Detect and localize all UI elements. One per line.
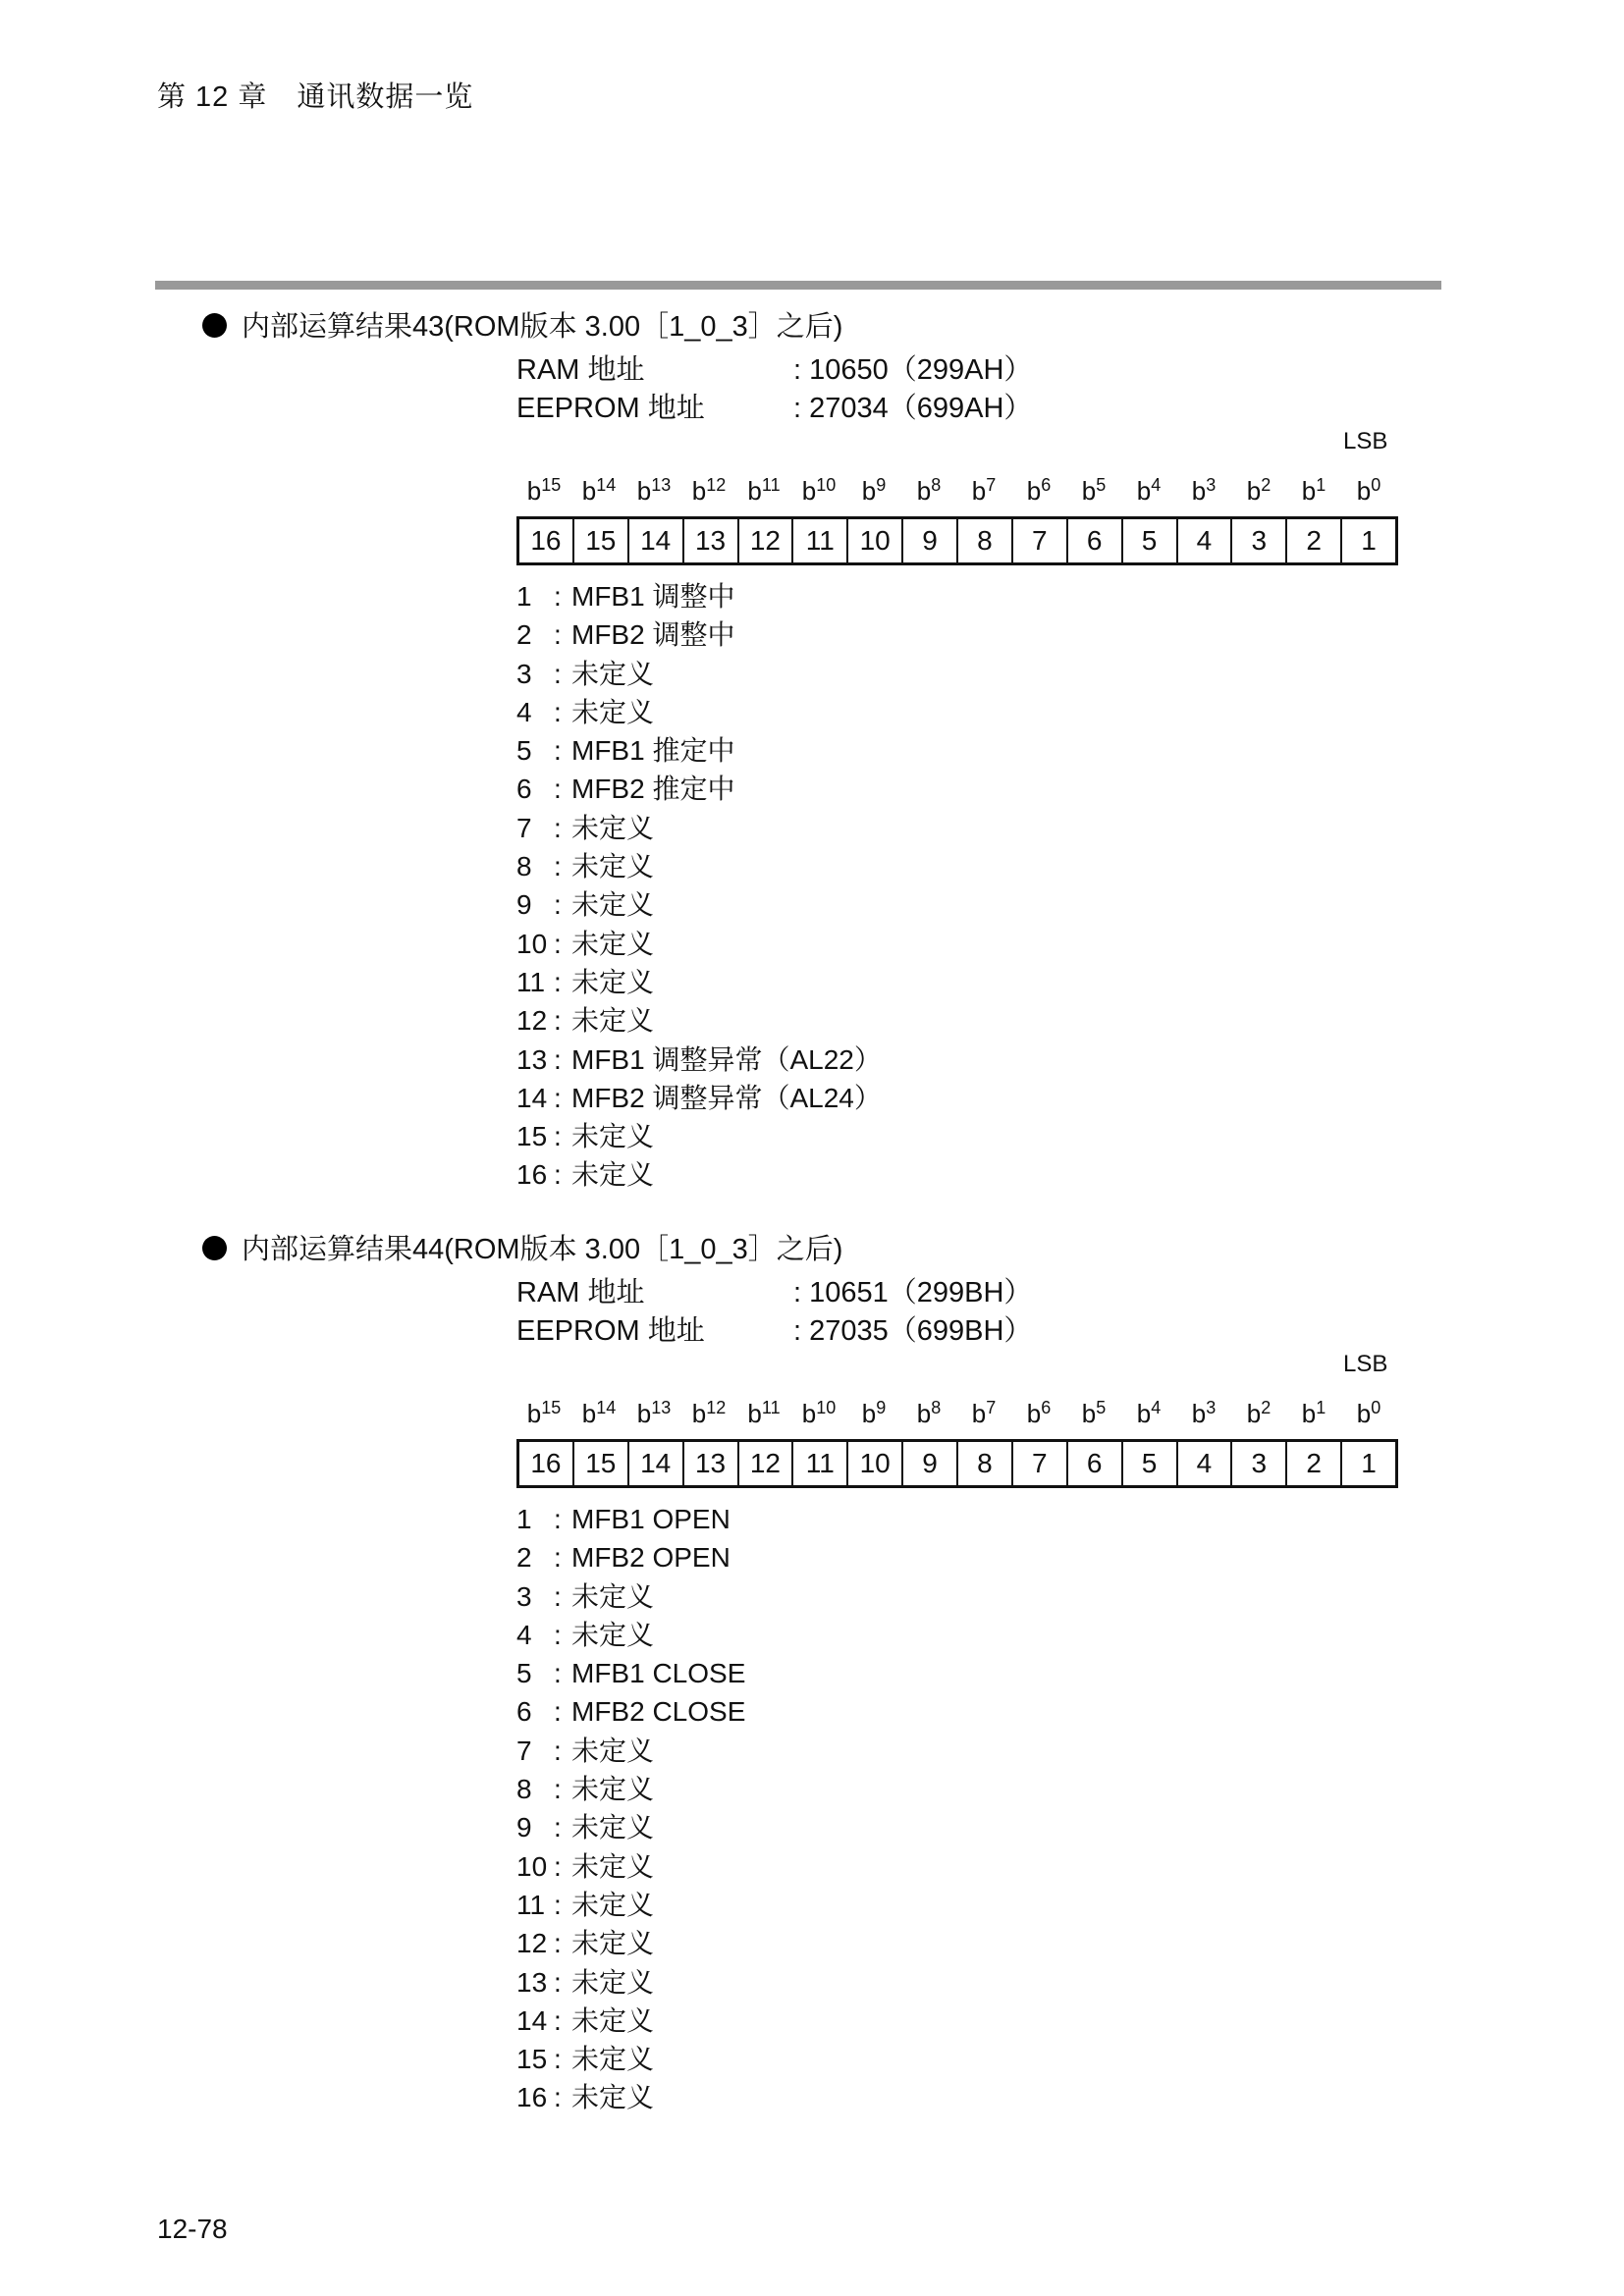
bit-index: 13 [651,1398,672,1417]
bit-separator: : [554,2044,562,2075]
bit-index: 5 [1096,1398,1107,1417]
bit-description-item [516,1847,745,1886]
register-cell: 8 [956,519,1011,562]
bit-index: 4 [1151,475,1162,495]
bit-index: 4 [1151,1398,1162,1417]
bit-prefix: b [636,476,652,506]
register-cell: 4 [1176,519,1231,562]
bit-description: 未定义 [571,1159,655,1191]
bit-number: 3 [516,1580,532,1612]
bit-prefix: b [971,476,987,506]
bit-description-item [516,1963,745,2002]
bit-description-item [516,885,882,924]
bit-description: MFB2 CLOSE [571,1696,746,1728]
ram-address-value: : 10651（299BH） [793,1277,1033,1308]
register-cell: 10 [846,1442,901,1485]
bit-separator: : [554,774,562,805]
register-cell: 2 [1285,1442,1340,1485]
bit-number: 7 [516,812,532,843]
bit-prefix: b [526,1399,542,1428]
bit-prefix: b [916,476,932,506]
bit-description: 未定义 [571,851,655,882]
bit-index: 5 [1096,475,1107,495]
bit-label [791,475,846,507]
bit-description: MFB1 CLOSE [571,1658,746,1689]
ram-address [516,347,1033,388]
register-cell: 2 [1285,519,1340,562]
bit-prefix: b [1026,1399,1042,1428]
bit-description-item [516,1155,882,1194]
bit-description: 未定义 [571,1928,655,1959]
bit-index: 10 [816,1398,837,1417]
bit-number: 14 [516,1082,548,1113]
bit-number: 7 [516,1735,532,1766]
bit-index: 7 [986,1398,997,1417]
register-cell: 7 [1011,1442,1066,1485]
section-title [202,1227,842,1267]
register-cell: 16 [530,1448,562,1478]
bit-separator: : [554,1005,562,1037]
bit-prefix: b [691,476,707,506]
bit-index: 6 [1041,1398,1052,1417]
bit-label [1066,1398,1121,1429]
bit-prefix: b [581,1399,597,1428]
register-cell: 14 [627,519,682,562]
bit-number: 1 [516,1504,532,1534]
bit-prefix: b [747,476,762,506]
register-cell: 6 [1066,519,1121,562]
bit-separator: : [554,1580,562,1612]
bit-index: 0 [1371,1398,1381,1417]
bit-number: 16 [516,1159,548,1191]
bit-separator: : [554,1043,562,1075]
bit-separator: : [554,1542,562,1574]
bit-label [516,1398,571,1429]
bit-description-list [516,577,882,1195]
bit-index: 1 [1316,1398,1326,1417]
bit-number: 1 [516,581,532,612]
bit-index: 13 [651,475,672,495]
register-cell: 9 [901,519,956,562]
bit-description-item [516,615,882,654]
bit-number: 6 [516,774,532,805]
bit-label [681,1398,736,1429]
bit-label [901,1398,956,1429]
bit-label [571,475,626,507]
bit-description-item [516,693,882,731]
bit-prefix: b [971,1399,987,1428]
bit-label [1176,475,1231,507]
bit-description-item [516,847,882,885]
bit-description: 未定义 [571,1005,655,1037]
register-cell: 1 [1340,519,1395,562]
bit-separator: : [554,1658,562,1689]
bit-description: MFB1 调整中 [571,581,735,612]
bit-number: 2 [516,1542,532,1574]
lsb-label: LSB [1343,428,1388,454]
bit-description: 未定义 [571,966,655,997]
bit-prefix: b [801,1399,817,1428]
bit-description: 未定义 [571,1580,655,1612]
bit-description: 未定义 [571,812,655,843]
bit-label [1286,1398,1341,1429]
bit-label [901,475,956,507]
bit-description: 未定义 [571,1812,655,1843]
bit-number: 10 [516,928,548,959]
bit-separator: : [554,928,562,959]
bit-index: 0 [1371,475,1381,495]
bit-prefix: b [1191,1399,1207,1428]
bit-description: MFB1 调整异常（AL22） [571,1043,882,1075]
bit-number: 8 [516,851,532,882]
bit-separator: : [554,2082,562,2113]
bit-label [516,475,571,507]
bit-number: 4 [516,1619,532,1650]
bit-index: 14 [596,1398,617,1417]
bit-separator: : [554,1889,562,1920]
register-cell: 5 [1121,1442,1176,1485]
register-cell: 5 [1121,519,1176,562]
bit-prefix: b [861,1399,877,1428]
bit-label [1286,475,1341,507]
bit-label [736,1398,791,1429]
bit-separator: : [554,1928,562,1959]
bit-number: 15 [516,1121,548,1152]
bit-description-item [516,1924,745,1962]
bit-label [571,1398,626,1429]
register-cell: 4 [1176,1442,1231,1485]
eeprom-address-label: EEPROM 地址 [516,393,705,424]
bit-label [1066,475,1121,507]
bit-prefix: b [1356,1399,1372,1428]
bit-number: 11 [516,966,546,997]
bit-prefix: b [1136,476,1152,506]
register-cell: 11 [791,1442,846,1485]
bit-number: 4 [516,696,532,727]
register-cell: 15 [572,1442,627,1485]
eeprom-address [516,386,1033,426]
register-cell: 13 [682,519,737,562]
bit-prefix: b [1356,476,1372,506]
eeprom-address [516,1308,1033,1349]
bit-description: 未定义 [571,1735,655,1766]
bit-index: 2 [1261,1398,1272,1417]
bit-label [1121,475,1176,507]
bit-separator: : [554,1850,562,1882]
bit-separator: : [554,1159,562,1191]
bit-separator: : [554,1619,562,1650]
bit-description: 未定义 [571,658,655,689]
bit-index: 8 [931,1398,942,1417]
bit-prefix: b [1301,1399,1317,1428]
section-title [202,304,842,345]
bit-index: 9 [876,475,887,495]
bit-label [1341,475,1396,507]
bit-number: 13 [516,1043,548,1075]
bit-labels-row [516,475,1396,507]
bit-description: 未定义 [571,928,655,959]
bit-description: MFB1 推定中 [571,735,735,767]
bit-prefix: b [801,476,817,506]
eeprom-address-label: EEPROM 地址 [516,1315,705,1347]
bit-number: 14 [516,2004,548,2036]
bit-separator: : [554,966,562,997]
register-cell: 8 [956,1442,1011,1485]
bit-description-item [516,1577,745,1616]
ram-address [516,1270,1033,1310]
bit-label [791,1398,846,1429]
bit-prefix: b [1191,476,1207,506]
bit-description-item [516,925,882,963]
bit-prefix: b [1246,1399,1262,1428]
ram-address-label: RAM 地址 [516,1277,645,1308]
bit-description-item [516,577,882,615]
bit-description-item [516,2078,745,2116]
register-cell: 13 [682,1442,737,1485]
bit-label [1231,1398,1286,1429]
bit-number: 9 [516,889,532,921]
bit-prefix: b [526,476,542,506]
bit-number: 10 [516,1850,548,1882]
bit-label [1011,475,1066,507]
register-cell: 10 [846,519,901,562]
bit-description: 未定义 [571,2004,655,2036]
section-title-text: 内部运算结果44(ROM版本 3.00［1_0_3］之后) [242,1234,843,1265]
bit-number: 11 [516,1889,546,1920]
bit-description: 未定义 [571,2082,655,2113]
bit-number: 12 [516,1928,548,1959]
bit-label [956,1398,1011,1429]
bit-label [1011,1398,1066,1429]
bit-label [1176,1398,1231,1429]
bit-number: 6 [516,1696,532,1728]
bit-description: 未定义 [571,1619,655,1650]
bit-prefix: b [1136,1399,1152,1428]
bit-description-item [516,731,882,770]
bit-prefix: b [861,476,877,506]
bit-separator: : [554,1504,562,1534]
bit-separator: : [554,2004,562,2036]
register-cell: 7 [1011,519,1066,562]
bit-description-item [516,963,882,1001]
register-cells [516,516,1398,565]
bit-description: 未定义 [571,1774,655,1805]
bullet-icon [202,1236,227,1260]
page-number: 12-78 [157,2214,228,2244]
bit-label [1341,1398,1396,1429]
bit-description-item [516,2040,745,2078]
bit-label [626,1398,681,1429]
chapter-header: 第 12 章 通讯数据一览 [157,81,474,113]
bit-index: 15 [541,1398,562,1417]
bit-label [626,475,681,507]
bit-separator: : [554,1735,562,1766]
bit-description-item [516,655,882,693]
register-cell: 3 [1230,1442,1285,1485]
lsb-label: LSB [1343,1351,1388,1377]
ram-address-value: : 10650（299AH） [793,354,1033,386]
bit-prefix: b [1301,476,1317,506]
bit-index: 3 [1206,1398,1217,1417]
bit-description-item [516,1001,882,1040]
bit-index: 14 [596,475,617,495]
header-rule [155,281,1441,290]
bit-separator: : [554,1121,562,1152]
bit-index: 12 [706,1398,727,1417]
bit-description-item [516,1654,745,1692]
bit-description-item [516,1732,745,1770]
bit-description: 未定义 [571,1966,655,1998]
bit-number: 2 [516,619,532,651]
bit-index: 6 [1041,475,1052,495]
bit-separator: : [554,1966,562,1998]
bit-number: 3 [516,658,532,689]
bit-prefix: b [636,1399,652,1428]
register-cell: 12 [737,1442,792,1485]
bit-label [736,475,791,507]
bit-description-item [516,809,882,847]
bit-separator: : [554,1774,562,1805]
register-cell: 12 [737,519,792,562]
register-cell: 15 [572,519,627,562]
bit-number: 5 [516,1658,532,1689]
bit-description: MFB2 调整中 [571,619,735,651]
bit-index: 1 [1316,475,1326,495]
bit-description: 未定义 [571,1889,655,1920]
bit-description-item [516,1538,745,1576]
bit-prefix: b [1081,1399,1097,1428]
bit-index: 11 [761,475,781,495]
bit-separator: : [554,812,562,843]
bit-description-item [516,770,882,808]
bit-description: 未定义 [571,1850,655,1882]
bit-label [846,475,901,507]
ram-address-label: RAM 地址 [516,354,645,386]
bit-description-item [516,1616,745,1654]
bit-number: 12 [516,1005,548,1037]
bit-description-item [516,2002,745,2040]
bit-description-item [516,1770,745,1808]
bit-label [1121,1398,1176,1429]
bit-label [1231,475,1286,507]
bit-separator: : [554,889,562,921]
bit-prefix: b [1026,476,1042,506]
bit-prefix: b [916,1399,932,1428]
bit-prefix: b [1081,476,1097,506]
register-cell: 14 [627,1442,682,1485]
bit-index: 8 [931,475,942,495]
bit-index: 12 [706,475,727,495]
bit-description-item [516,1117,882,1155]
register-cells [516,1439,1398,1488]
bit-separator: : [554,1082,562,1113]
bit-number: 16 [516,2082,548,2113]
register-cell: 9 [901,1442,956,1485]
bit-description-item [516,1500,745,1538]
bit-separator: : [554,581,562,612]
bit-index: 11 [761,1398,781,1417]
bit-separator: : [554,1696,562,1728]
bit-description-item [516,1041,882,1079]
bit-separator: : [554,619,562,651]
bit-index: 15 [541,475,562,495]
bit-index: 10 [816,475,837,495]
bit-description: MFB2 推定中 [571,774,735,805]
bit-index: 9 [876,1398,887,1417]
bit-index: 3 [1206,475,1217,495]
bit-separator: : [554,851,562,882]
bit-description: 未定义 [571,696,655,727]
bit-description: MFB2 OPEN [571,1542,731,1574]
bit-prefix: b [1246,476,1262,506]
register-cell: 1 [1340,1442,1395,1485]
bit-description-item [516,1886,745,1924]
bit-number: 8 [516,1774,532,1805]
bit-number: 15 [516,2044,548,2075]
bit-label [956,475,1011,507]
bit-prefix: b [747,1399,762,1428]
eeprom-address-value: : 27035（699BH） [793,1315,1033,1347]
bit-description-item [516,1692,745,1731]
bit-number: 5 [516,735,532,767]
bullet-icon [202,313,227,338]
bit-separator: : [554,658,562,689]
bit-separator: : [554,696,562,727]
register-cell: 6 [1066,1442,1121,1485]
bit-labels-row [516,1398,1396,1429]
section-title-text: 内部运算结果43(ROM版本 3.00［1_0_3］之后) [242,311,843,343]
eeprom-address-value: : 27034（699AH） [793,393,1033,424]
bit-description: 未定义 [571,2044,655,2075]
register-cell: 11 [791,519,846,562]
bit-number: 13 [516,1966,548,1998]
bit-description: MFB1 OPEN [571,1504,731,1534]
bit-label [681,475,736,507]
bit-description: 未定义 [571,889,655,921]
bit-index: 2 [1261,475,1272,495]
bit-description: MFB2 调整异常（AL24） [571,1082,882,1113]
bit-index: 7 [986,475,997,495]
bit-description: 未定义 [571,1121,655,1152]
bit-number: 9 [516,1812,532,1843]
register-cell: 16 [530,525,562,556]
bit-description-list [516,1500,745,2117]
bit-description-item [516,1079,882,1117]
register-cell: 3 [1230,519,1285,562]
bit-prefix: b [691,1399,707,1428]
bit-separator: : [554,1812,562,1843]
bit-label [846,1398,901,1429]
bit-separator: : [554,735,562,767]
bit-description-item [516,1808,745,1846]
bit-prefix: b [581,476,597,506]
